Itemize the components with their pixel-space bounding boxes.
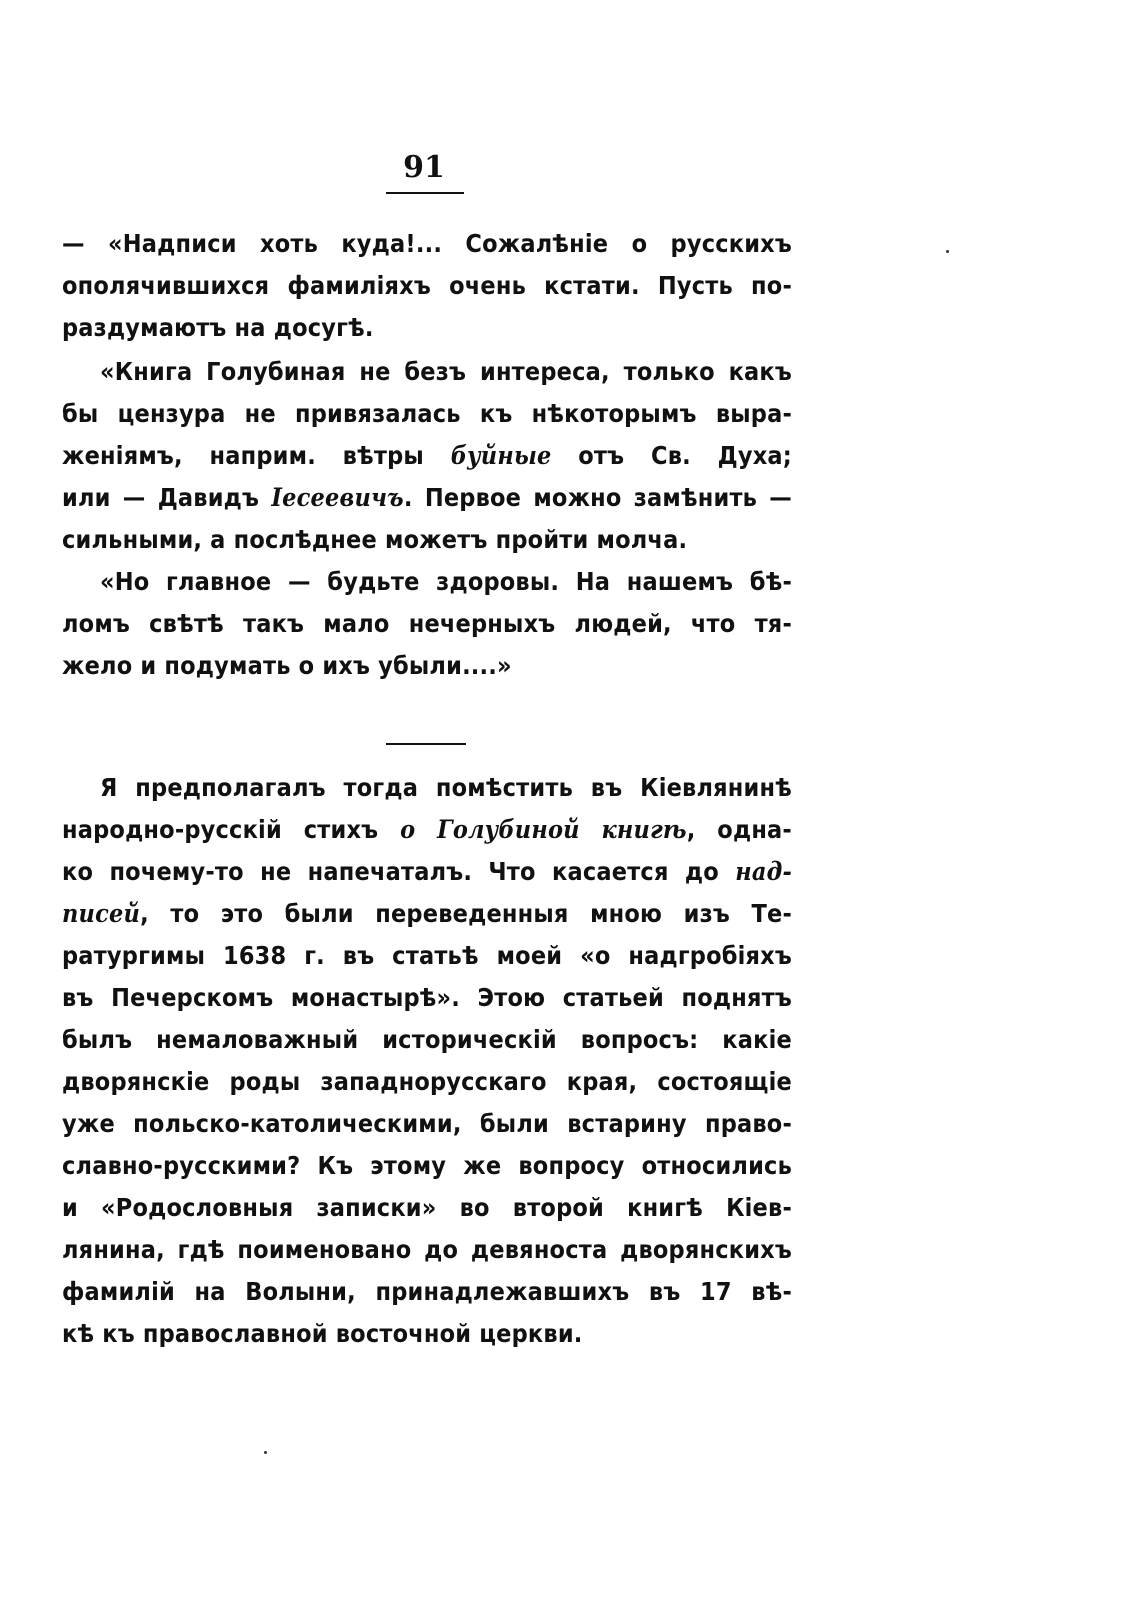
commentary-line xyxy=(62,814,792,846)
quote-line xyxy=(62,650,792,682)
quote-line-text: бы цензура не привязалась къ нѣкоторымъ выра- xyxy=(62,399,792,428)
italic-word: над- xyxy=(735,857,792,886)
commentary-line xyxy=(62,1192,792,1224)
quote-line xyxy=(62,608,792,640)
commentary-line-text: уже польско-католическими, были встарину право- xyxy=(62,1109,792,1138)
quote-line-text: ополячившихся фамиліяхъ очень кстати. Пусть по- xyxy=(62,271,792,300)
quote-line xyxy=(62,228,792,260)
section-divider xyxy=(386,743,466,745)
commentary-line-text: былъ немаловажный историческій вопросъ: какіе xyxy=(62,1025,792,1054)
commentary-line xyxy=(62,1150,792,1182)
commentary-line xyxy=(62,1276,792,1308)
quote-line-text: отъ Св. Духа; xyxy=(551,441,792,470)
quote-line-text: — «Надписи хоть куда!... Сожалѣніе о русскихъ xyxy=(62,229,792,258)
quote-line-text: или — Давидъ xyxy=(62,483,272,512)
italic-word: писей xyxy=(62,899,141,928)
italic-word: Iесеевичъ xyxy=(271,483,404,512)
quote-line-text: . Первое можно замѣнить — xyxy=(403,483,792,512)
quote-line xyxy=(100,356,792,388)
commentary-line xyxy=(62,856,792,888)
commentary-line xyxy=(62,1024,792,1056)
commentary-line-text: лянина, гдѣ поименовано до девяноста дворянскихъ xyxy=(62,1235,792,1264)
commentary-line-text: , то это были переведенныя мною изъ Те- xyxy=(140,899,792,928)
commentary-line-text: , одна- xyxy=(686,815,792,844)
quote-line-text: жело и подумать о ихъ убыли....» xyxy=(62,651,512,680)
commentary-line xyxy=(62,1234,792,1266)
quote-line xyxy=(62,524,792,556)
quote-line xyxy=(62,398,792,430)
commentary-line xyxy=(62,1066,792,1098)
commentary-line xyxy=(62,1108,792,1140)
commentary-line-text: и «Родословныя записки» во второй книгѣ Кіев- xyxy=(62,1193,792,1222)
quote-line-text: женіямъ, наприм. вѣтры xyxy=(62,441,451,470)
commentary-line-text: дворянскіе роды западнорусскаго края, состоящіе xyxy=(62,1067,792,1096)
quote-line xyxy=(62,440,792,472)
commentary-line-text: кѣ къ православной восточной церкви. xyxy=(62,1319,583,1348)
commentary-line-text: Я предполагалъ тогда помѣстить въ Кіевлянинѣ xyxy=(100,773,792,802)
quote-line-text: «Но главное — будьте здоровы. На нашемъ бѣ- xyxy=(100,567,792,596)
quote-line xyxy=(62,482,792,514)
quote-line-text: «Книга Голубиная не безъ интереса, только какъ xyxy=(100,357,792,386)
commentary-line-text: ко почему-то не напечаталъ. Что касается до xyxy=(62,857,736,886)
quote-line xyxy=(100,566,792,598)
page-number-rule xyxy=(386,192,464,194)
commentary-line xyxy=(62,1318,792,1350)
commentary-line-text: въ Печерскомъ монастырѣ». Этою статьей поднятъ xyxy=(62,983,792,1012)
italic-title: о Голубиной книгѣ xyxy=(400,815,687,844)
quote-line xyxy=(62,270,792,302)
commentary-line-text: славно-русскими? Къ этому же вопросу относились xyxy=(62,1151,792,1180)
commentary-line-text: ратургимы 1638 г. въ статьѣ моей «о надгробіяхъ xyxy=(62,941,792,970)
commentary-line xyxy=(62,898,792,930)
quote-line-text: раздумаютъ на досугѣ. xyxy=(62,313,374,342)
italic-word: буйные xyxy=(450,441,552,470)
quote-line-text: ломъ свѣтѣ такъ мало нечерныхъ людей, что тя- xyxy=(62,609,792,638)
quote-line xyxy=(62,312,792,344)
scan-speck xyxy=(946,250,949,253)
commentary-line-text: фамилій на Волыни, принадлежавшихъ въ 17 вѣ- xyxy=(62,1277,792,1306)
commentary-line xyxy=(100,772,792,804)
commentary-line xyxy=(62,940,792,972)
quote-line-text: сильными, а послѣднее можетъ пройти молча. xyxy=(62,525,688,554)
commentary-line-text: народно-русскій стихъ xyxy=(62,815,401,844)
scan-speck xyxy=(264,1451,267,1454)
commentary-line xyxy=(62,982,792,1014)
page-number: 91 xyxy=(403,150,445,185)
